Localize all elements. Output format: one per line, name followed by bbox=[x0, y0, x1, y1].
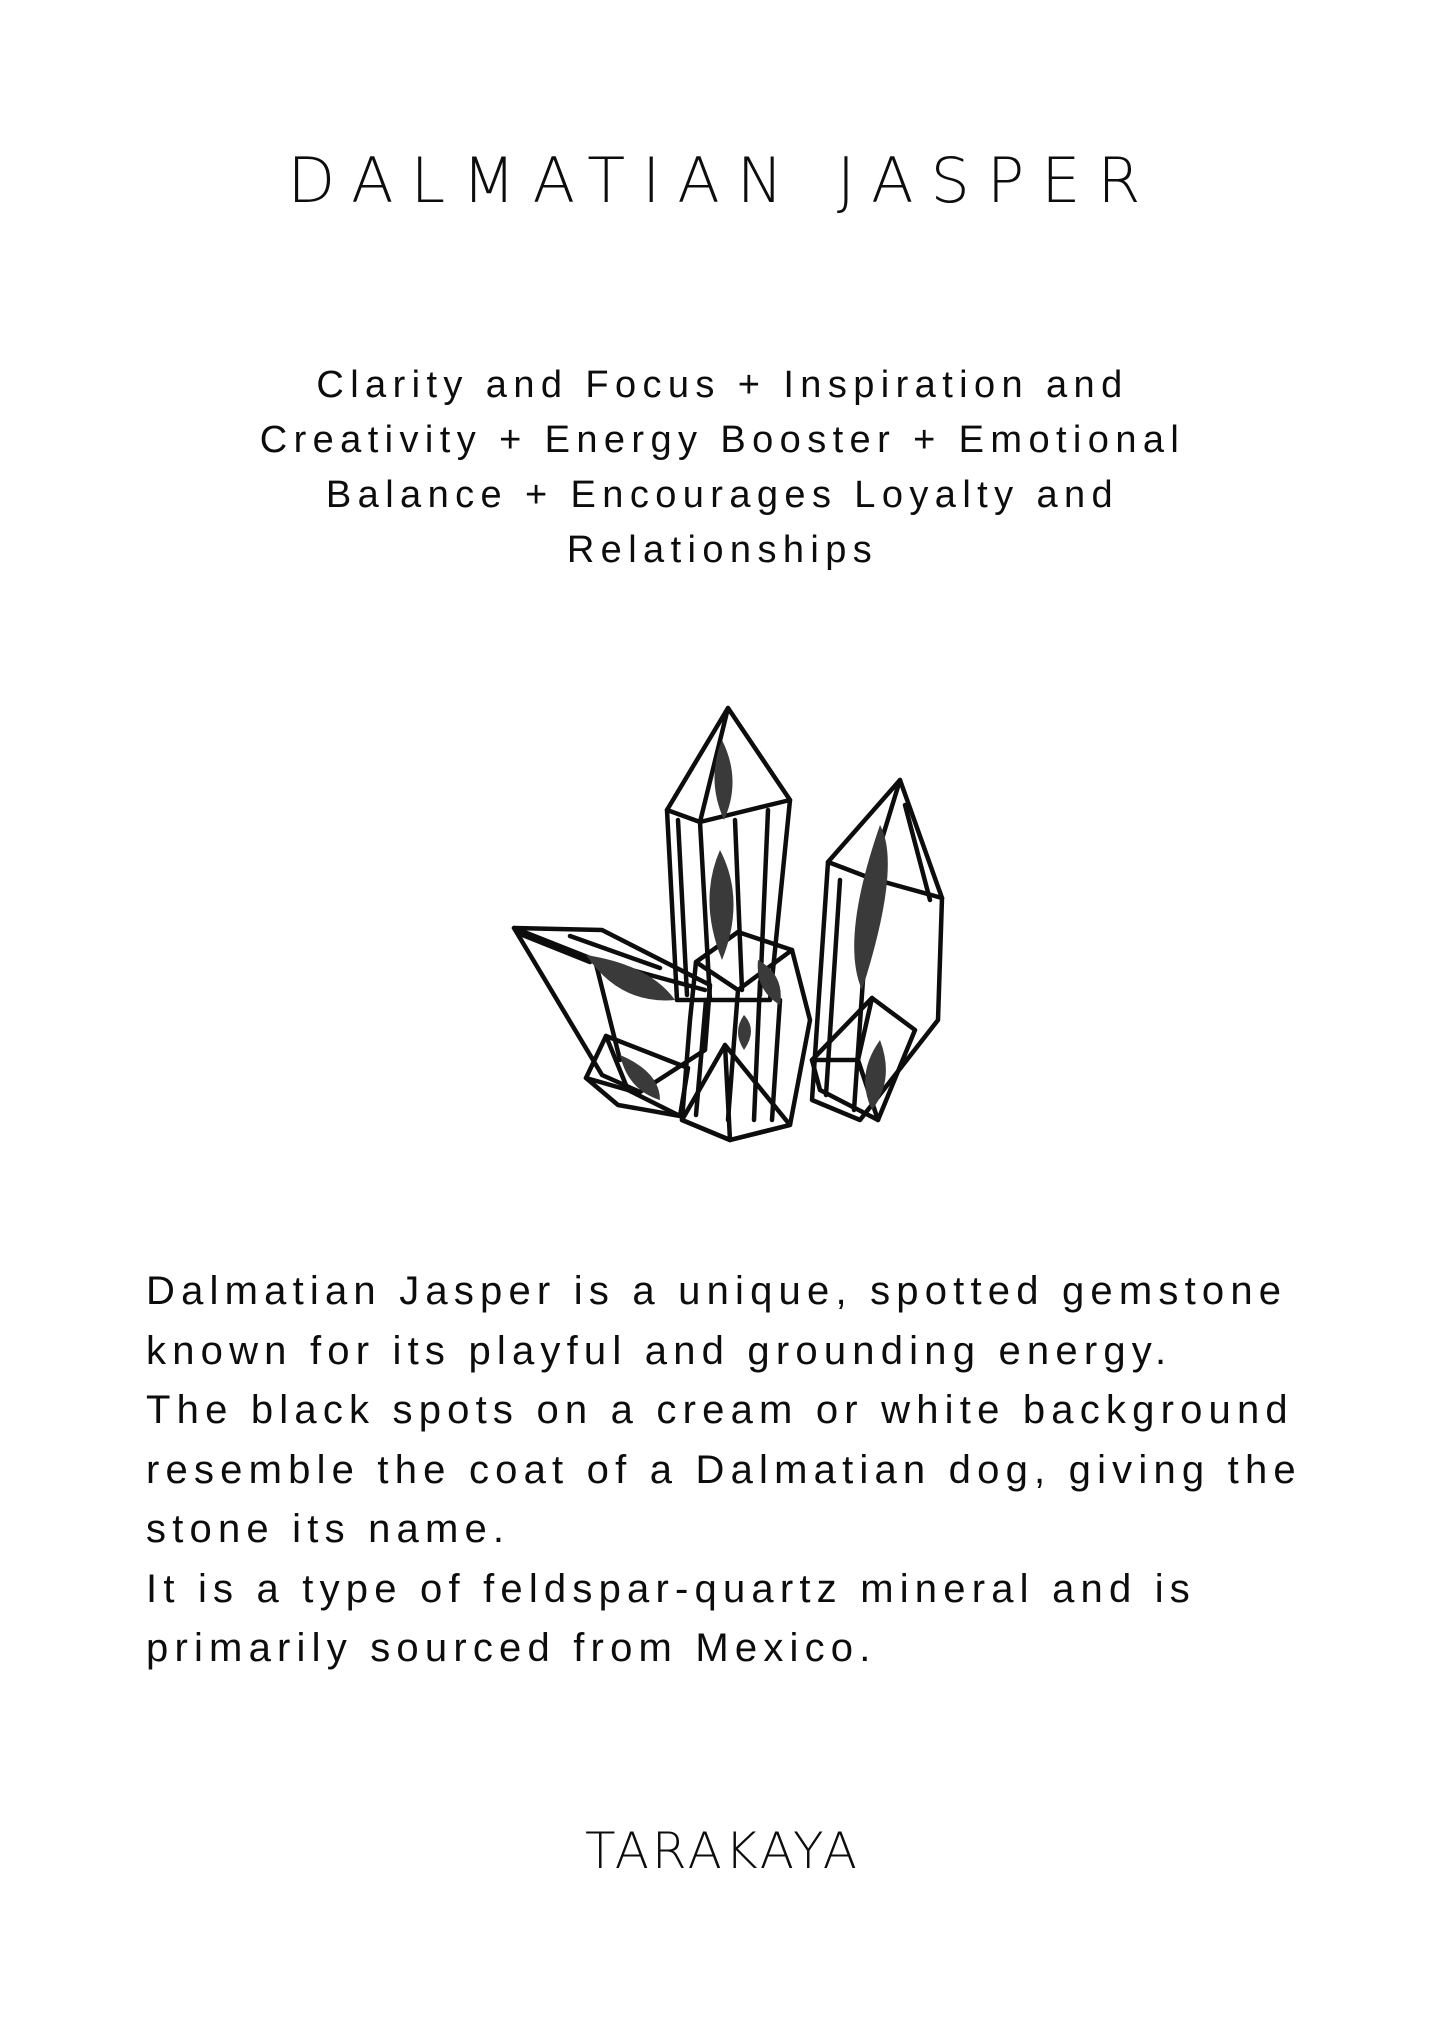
crystal-cluster-icon bbox=[510, 700, 950, 1150]
properties-subtitle: Clarity and Focus + Inspiration and Creativity + Energy Booster + Emotional Balance + Encourages Loyalty and Relationships bbox=[259, 364, 1186, 571]
page-title: DALMATIAN JASPER bbox=[287, 144, 1158, 217]
description-paragraph: The black spots on a cream or white background resemble the coat of a Dalmatian dog, giving the stone its name. bbox=[146, 1388, 1302, 1551]
description-paragraph: It is a type of feldspar-quartz mineral and is primarily sourced from Mexico. bbox=[146, 1566, 1197, 1670]
description-paragraph: Dalmatian Jasper is a unique, spotted gemstone known for its playful and grounding energy. bbox=[146, 1269, 1288, 1373]
description-text bbox=[146, 1262, 1376, 1679]
brand-name: TARAKAYA bbox=[585, 1822, 860, 1880]
